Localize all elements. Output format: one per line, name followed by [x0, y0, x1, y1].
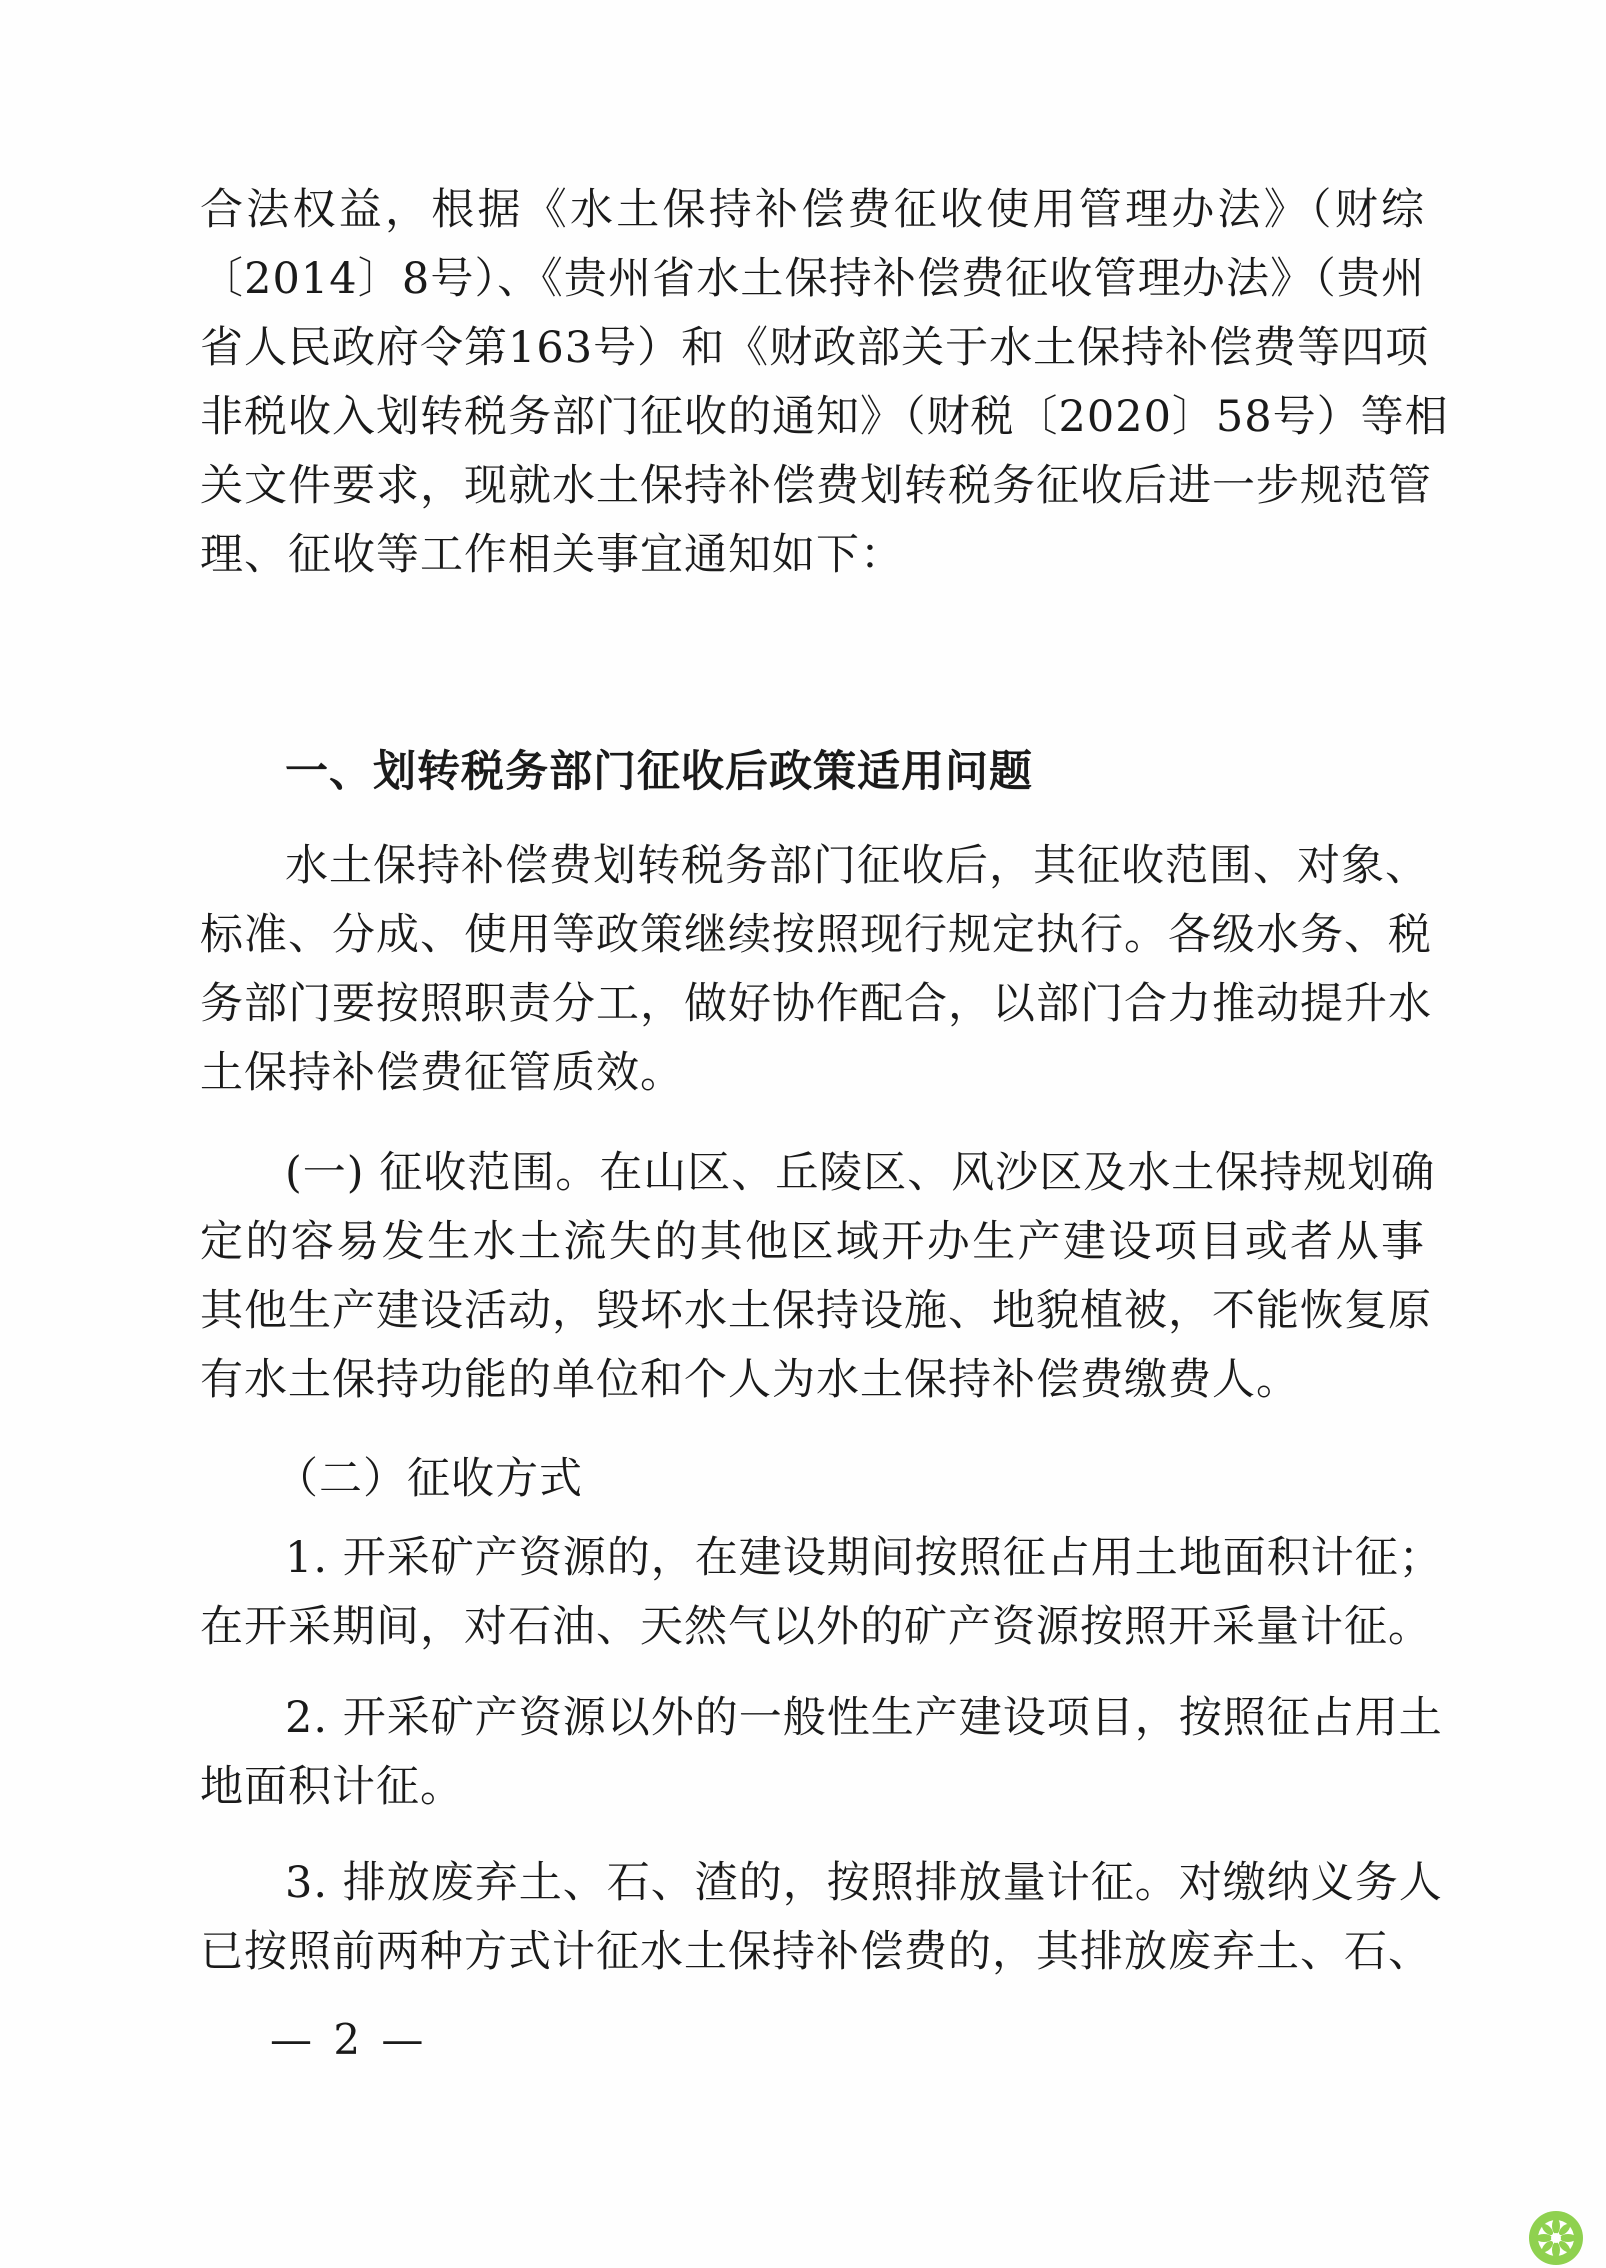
text-line: 关文件要求，现就水土保持补偿费划转税务征收后进一步规范管 [200, 461, 1432, 511]
text-line: 1. 开采矿产资源的，在建设期间按照征占用土地面积计征； [285, 1533, 1443, 1583]
page-number: — 2 — [270, 2015, 428, 2064]
section-heading: 一、划转税务部门征收后政策适用问题 [285, 747, 1033, 797]
text-line: 〔2014〕8号）、《贵州省水土保持补偿费征收管理办法》（贵州 [200, 254, 1425, 304]
subsection-heading: （二）征收方式 [275, 1454, 583, 1504]
text-line: 已按照前两种方式计征水土保持补偿费的，其排放废弃土、石、 [200, 1927, 1432, 1977]
leaf-logo-icon [1528, 2210, 1584, 2266]
text-line: 3. 排放废弃土、石、渣的，按照排放量计征。对缴纳义务人 [285, 1858, 1443, 1908]
text-line: 地面积计征。 [200, 1762, 464, 1812]
text-line: (一) 征收范围。在山区、丘陵区、风沙区及水土保持规划确 [285, 1148, 1436, 1198]
text-line: 合法权益，根据《水土保持补偿费征收使用管理办法》（财综 [200, 185, 1425, 235]
text-line: 非税收入划转税务部门征收的通知》（财税〔2020〕58号）等相 [200, 392, 1449, 442]
text-line: 土保持补偿费征管质效。 [200, 1048, 684, 1098]
text-line: 标准、分成、使用等政策继续按照现行规定执行。各级水务、税 [200, 910, 1432, 960]
text-line: 2. 开采矿产资源以外的一般性生产建设项目，按照征占用土 [285, 1693, 1443, 1743]
text-line: 务部门要按照职责分工，做好协作配合，以部门合力推动提升水 [200, 979, 1432, 1029]
text-line: 水土保持补偿费划转税务部门征收后，其征收范围、对象、 [285, 841, 1429, 891]
text-line: 在开采期间，对石油、天然气以外的矿产资源按照开采量计征。 [200, 1602, 1432, 1652]
text-line: 有水土保持功能的单位和个人为水土保持补偿费缴费人。 [200, 1355, 1300, 1405]
text-line: 理、征收等工作相关事宜通知如下： [200, 530, 904, 580]
text-line: 其他生产建设活动，毁坏水土保持设施、地貌植被，不能恢复原 [200, 1286, 1432, 1336]
text-line: 定的容易发生水土流失的其他区域开办生产建设项目或者从事 [200, 1217, 1425, 1267]
text-line: 省人民政府令第163号）和《财政部关于水土保持补偿费等四项 [200, 323, 1430, 373]
